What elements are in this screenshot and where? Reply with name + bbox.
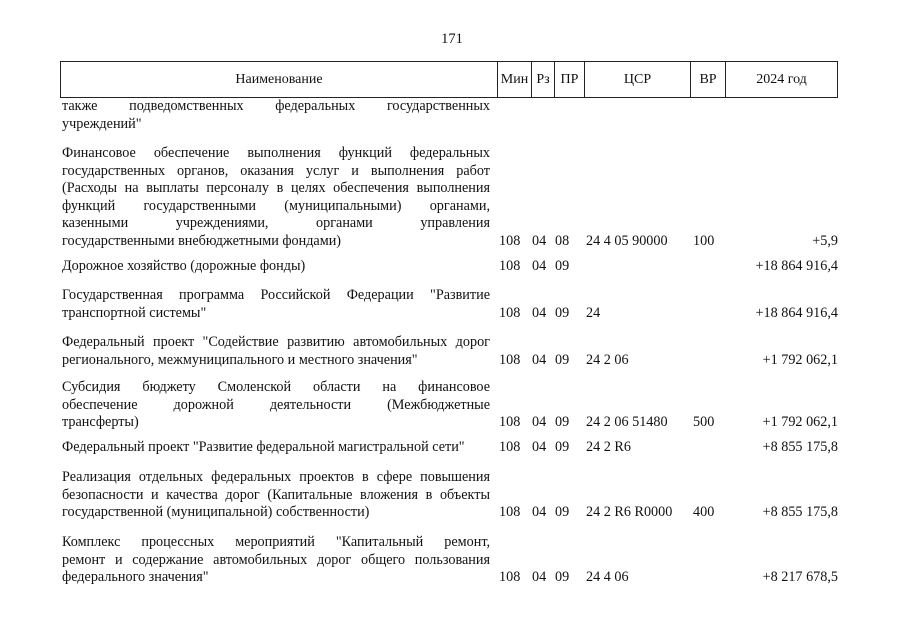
row-vr: 500 <box>693 414 715 430</box>
row-csr: 24 2 06 <box>586 351 629 368</box>
row-name-line: Государственная программа Российской Федерации "Развитие <box>62 287 490 303</box>
row-min: 108 <box>499 304 521 321</box>
row-csr: 24 4 05 90000 <box>586 232 668 249</box>
row-name-line: также подведомственных федеральных государственных <box>62 98 490 114</box>
page-number: 171 <box>441 31 463 47</box>
row-min: 108 <box>499 569 521 585</box>
row-rz: 04 <box>532 569 547 585</box>
row-sum: +18 864 916,4 <box>755 304 838 321</box>
row-pr: 09 <box>555 414 570 430</box>
row-name-line: федерального значения" <box>62 569 209 585</box>
header-year: 2024 год <box>725 62 837 97</box>
row-min: 108 <box>499 414 521 430</box>
row-name-line: государственных органов, оказания услуг и выполнения работ <box>62 162 490 179</box>
row-rz: 04 <box>532 351 547 368</box>
row-name <box>62 469 490 522</box>
row-csr: 24 2 R6 <box>586 439 631 455</box>
row-sum: +5,9 <box>812 232 838 249</box>
row-name-line: регионального, межмуниципального и местного значения" <box>62 351 418 368</box>
row-pr: 08 <box>555 232 570 249</box>
row-name <box>62 98 490 133</box>
row-name <box>62 145 490 250</box>
row-sum: +18 864 916,4 <box>755 258 838 274</box>
row-sum: +8 855 175,8 <box>762 504 838 520</box>
row-vr: 400 <box>693 504 715 520</box>
header-name: Наименование <box>235 72 323 87</box>
row-rz: 04 <box>532 414 547 430</box>
row-name-line: Субсидия бюджету Смоленской области на финансовое <box>62 379 490 395</box>
row-name-line: учреждений" <box>62 115 142 132</box>
row-rz: 04 <box>532 232 547 249</box>
row-sum: +1 792 062,1 <box>762 351 838 368</box>
row-name <box>62 287 490 322</box>
row-name <box>62 439 490 457</box>
row-name-line: обеспечение дорожной деятельности (Межбюджетные <box>62 396 490 413</box>
row-rz: 04 <box>532 304 547 321</box>
row-name-line: (Расходы на выплаты персоналу в целях обеспечения выполнения <box>62 180 490 196</box>
row-name-line: казенными учреждениями, органами управления <box>62 215 490 231</box>
row-name-line: государственной (муниципальной) собственности) <box>62 504 370 520</box>
row-name-line: Дорожное хозяйство (дорожные фонды) <box>62 258 306 274</box>
row-sum: +1 792 062,1 <box>762 414 838 430</box>
row-pr: 09 <box>555 258 570 274</box>
row-pr: 09 <box>555 304 570 321</box>
row-pr: 09 <box>555 439 570 455</box>
row-min: 108 <box>499 504 521 520</box>
row-name-line: транспортной системы" <box>62 304 207 321</box>
row-name-line: безопасности и качества дорог (Капитальные вложения в объекты <box>62 486 490 503</box>
header-pr: ПР <box>554 62 584 97</box>
row-name <box>62 258 490 276</box>
row-min: 108 <box>499 439 521 455</box>
row-name-line: Федеральный проект "Развитие федеральной магистральной сети" <box>62 439 465 455</box>
header-min: Мин <box>497 62 531 97</box>
row-csr: 24 <box>586 304 601 321</box>
row-sum: +8 217 678,5 <box>762 569 838 585</box>
table-header <box>60 61 838 98</box>
row-csr: 24 2 R6 R0000 <box>586 504 673 520</box>
row-name-line: функций государственными (муниципальными) органами, <box>62 197 490 214</box>
header-csr: ЦСР <box>584 62 690 97</box>
row-min: 108 <box>499 232 521 249</box>
row-name-line: государственными внебюджетными фондами) <box>62 232 342 249</box>
row-vr: 100 <box>693 232 715 249</box>
header-rz: Рз <box>531 62 554 97</box>
row-name <box>62 334 490 369</box>
row-pr: 09 <box>555 504 570 520</box>
row-name-line: Реализация отдельных федеральных проектов в сфере повышения <box>62 469 490 485</box>
row-sum: +8 855 175,8 <box>762 439 838 455</box>
row-rz: 04 <box>532 258 547 274</box>
row-name-line: ремонт и содержание автомобильных дорог общего пользования <box>62 551 490 568</box>
row-pr: 09 <box>555 569 570 585</box>
row-rz: 04 <box>532 439 547 455</box>
header-vr: ВР <box>690 62 725 97</box>
row-rz: 04 <box>532 504 547 520</box>
row-name-line: трансферты) <box>62 414 139 430</box>
row-pr: 09 <box>555 351 570 368</box>
row-name-line: Федеральный проект "Содействие развитию автомобильных дорог <box>62 334 490 350</box>
row-min: 108 <box>499 258 521 274</box>
row-name-line: Комплекс процессных мероприятий "Капитальный ремонт, <box>62 534 490 550</box>
row-csr: 24 4 06 <box>586 569 629 585</box>
row-name <box>62 534 490 587</box>
row-name <box>62 379 490 432</box>
row-name-line: Финансовое обеспечение выполнения функций федеральных <box>62 145 490 161</box>
row-csr: 24 2 06 51480 <box>586 414 668 430</box>
row-min: 108 <box>499 351 521 368</box>
